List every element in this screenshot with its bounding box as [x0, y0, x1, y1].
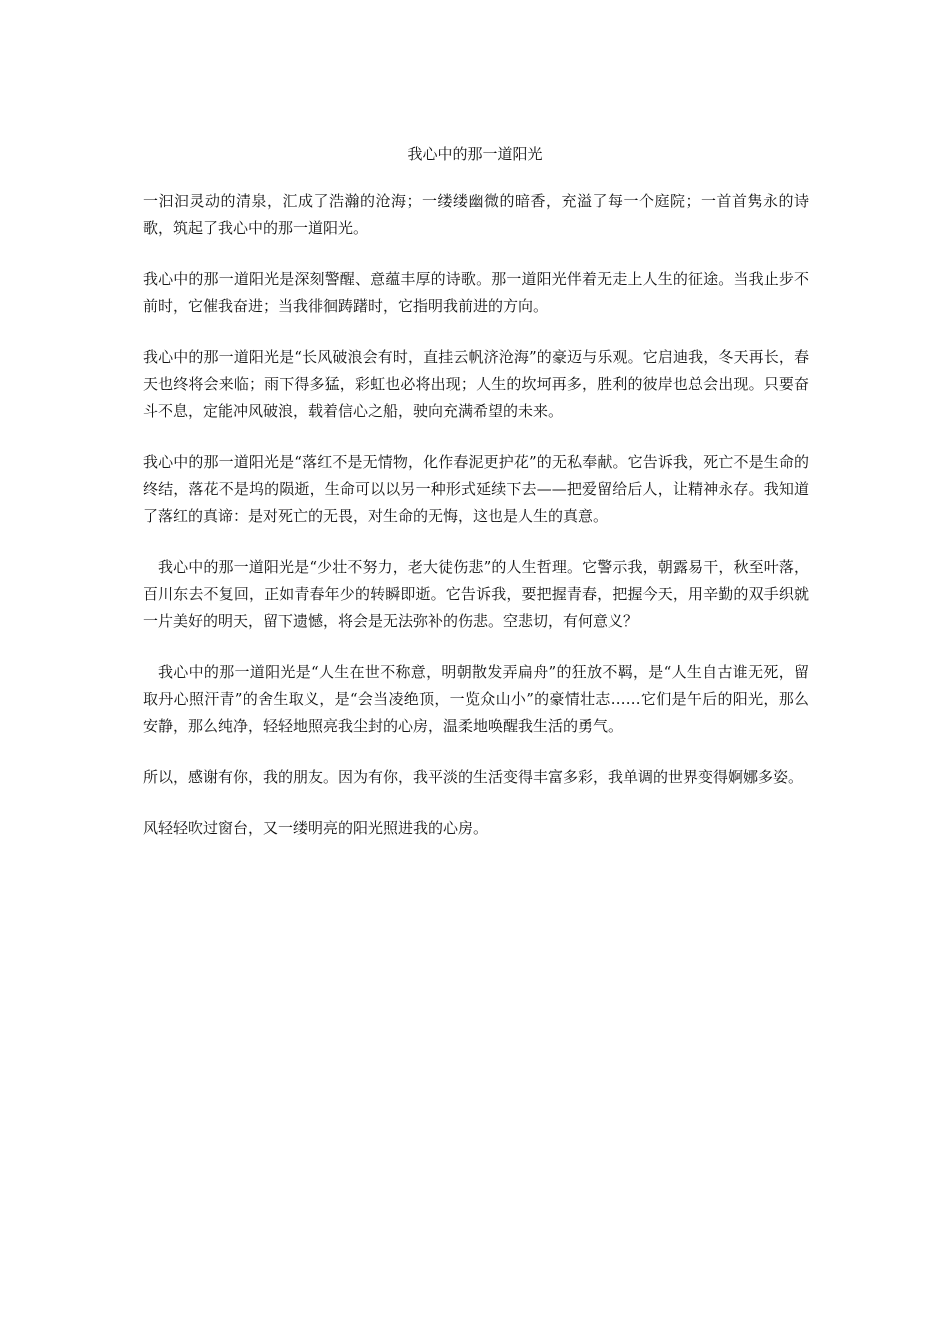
- paragraph: 我心中的那一道阳光是深刻警醒、意蕴丰厚的诗歌。那一道阳光伴着无走上人生的征途。当我止步不前时，它催我奋进；当我徘徊踌躇时，它指明我前进的方向。: [143, 270, 809, 315]
- paragraph: 我心中的那一道阳光是“人生在世不称意，明朝散发弄扁舟”的狂放不羁，是“人生自古谁无死，留取丹心照汗青”的舍生取义，是“会当凌绝顶，一览众山小”的豪情壮志……它们是午后的阳光，那么安静，那么纯净，轻轻地照亮我尘封的心房，温柔地唤醒我生活的勇气。: [143, 663, 809, 735]
- paragraph: 风轻轻吹过窗台，又一缕明亮的阳光照进我的心房。: [143, 819, 489, 837]
- paragraph: 所以，感谢有你，我的朋友。因为有你，我平淡的生活变得丰富多彩，我单调的世界变得婀娜多姿。: [143, 768, 804, 786]
- paragraph: 我心中的那一道阳光是“落红不是无情物，化作春泥更护花”的无私奉献。它告诉我，死亡不是生命的终结，落花不是坞的陨逝，生命可以以另一种形式延续下去——把爱留给后人，让精神永存。我知道了落红的真谛：是对死亡的无畏，对生命的无悔，这也是人生的真意。: [143, 453, 809, 525]
- document-body: [143, 188, 809, 866]
- paragraph: 我心中的那一道阳光是“长风破浪会有时，直挂云帆济沧海”的豪迈与乐观。它启迪我，冬天再长，春天也终将会来临；雨下得多猛，彩虹也必将出现；人生的坎坷再多，胜利的彼岸也总会出现。只要奋斗不息，定能冲风破浪，载着信心之船，驶向充满希望的未来。: [143, 348, 809, 420]
- paragraph: 一汩汩灵动的清泉，汇成了浩瀚的沧海；一缕缕幽微的暗香，充溢了每一个庭院；一首首隽永的诗歌，筑起了我心中的那一道阳光。: [143, 192, 809, 237]
- paragraph: 我心中的那一道阳光是“少壮不努力，老大徒伤悲”的人生哲理。它警示我，朝露易干，秋至叶落，百川东去不复回，正如青春年少的转瞬即逝。它告诉我，要把握青春，把握今天，用辛勤的双手织就一片美好的明天，留下遗憾，将会是无法弥补的伤悲。空悲切，有何意义？: [143, 558, 809, 630]
- document-title: 我心中的那一道阳光: [407, 145, 543, 163]
